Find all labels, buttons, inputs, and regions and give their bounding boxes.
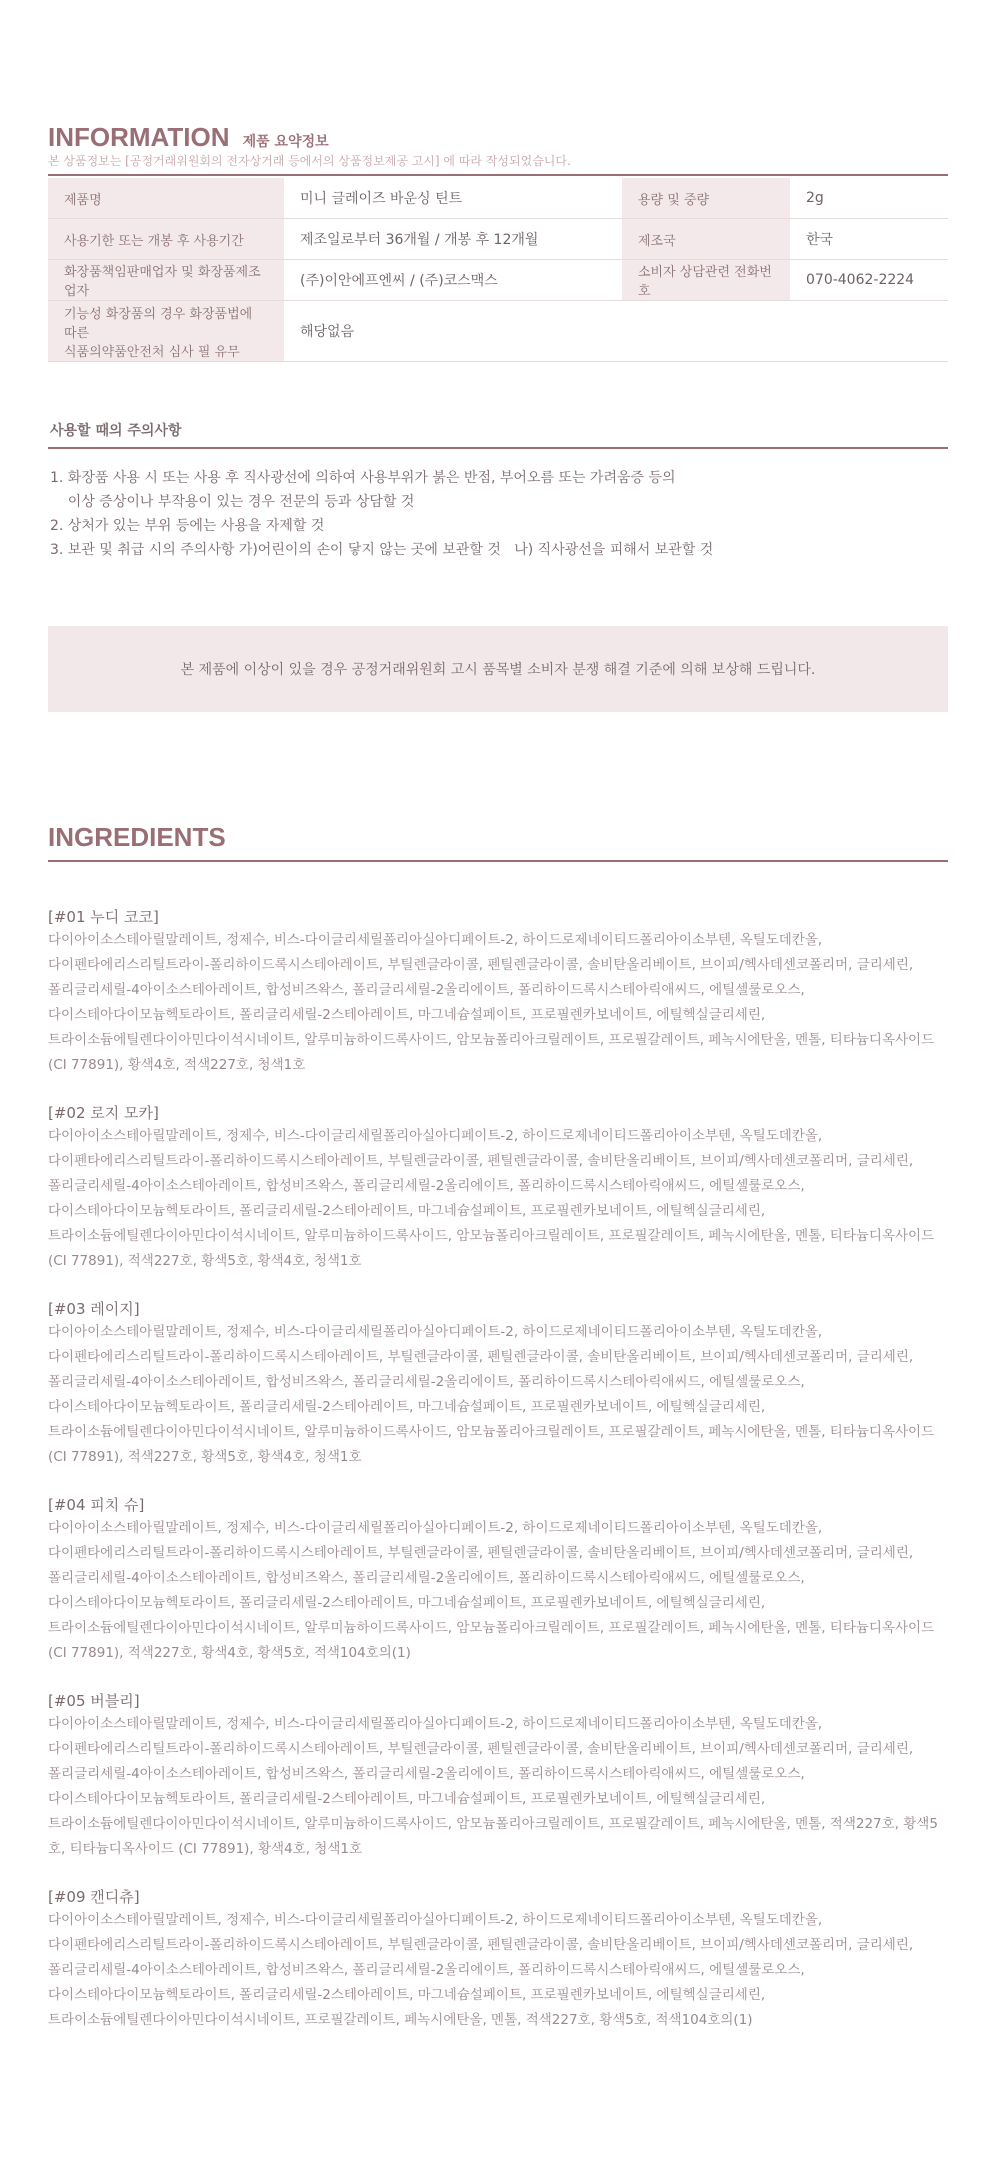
ingredient-block — [48, 906, 948, 1078]
info-value: (주)이안에프엔씨 / (주)코스맥스 — [284, 260, 622, 301]
ingredients-title: INGREDIENTS — [48, 822, 226, 852]
ingredient-line: 다이스테아다이모늄헥토라이트, 폴리글리세릴-2스테아레이트, 마그네슘설페이트, 프로필렌카보네이트, 에틸헥실글리세린, — [48, 1791, 766, 1807]
caution-item: 3. 보관 및 취급 시의 주의사항 가)어린이의 손이 닿지 않는 곳에 보관할 것 나) 직사광선을 피해서 보관할 것 — [50, 542, 714, 558]
ingredient-line: (CI 77891), 적색227호, 황색5호, 황색4호, 청색1호 — [48, 1449, 362, 1465]
ingredient-line: 트라이소듐에틸렌다이아민다이석시네이트, 알루미늄하이드록사이드, 암모늄폴리아크릴레이트, 프로필갈레이트, 페녹시에탄올, 멘톨, 티타늄디옥사이드 — [48, 1032, 935, 1048]
ingredient-line: 다이펜타에리스리틸트라이-폴리하이드록시스테아레이트, 부틸렌글라이콜, 펜틸렌글라이콜, 솔비탄올리베이트, 브이피/헥사데센코폴리머, 글리세린, — [48, 1741, 914, 1757]
ingredient-line: 다이스테아다이모늄헥토라이트, 폴리글리세릴-2스테아레이트, 마그네슘설페이트, 프로필렌카보네이트, 에틸헥실글리세린, — [48, 1203, 766, 1219]
information-divider — [48, 174, 948, 176]
info-value: 제조일로부터 36개월 / 개봉 후 12개월 — [284, 219, 622, 260]
ingredient-shade-name: [#01 누디 코코] — [48, 908, 159, 926]
ingredient-line: 트라이소듐에틸렌다이아민다이석시네이트, 알루미늄하이드록사이드, 암모늄폴리아크릴레이트, 프로필갈레이트, 페녹시에탄올, 멘톨, 티타늄디옥사이드 — [48, 1620, 935, 1636]
ingredient-shade-name: [#05 버블리] — [48, 1692, 140, 1710]
info-label: 사용기한 또는 개봉 후 사용기간 — [48, 219, 284, 260]
table-row — [48, 301, 948, 362]
ingredient-line: 다이스테아다이모늄헥토라이트, 폴리글리세릴-2스테아레이트, 마그네슘설페이트, 프로필렌카보네이트, 에틸헥실글리세린, — [48, 1595, 766, 1611]
ingredient-line: 트라이소듐에틸렌다이아민다이석시네이트, 프로필갈레이트, 페녹시에탄올, 멘톨, 적색227호, 황색5호, 적색104호의(1) — [48, 2012, 753, 2028]
caution-list — [50, 466, 713, 562]
info-value: 070-4062-2224 — [790, 260, 948, 301]
ingredient-line: 다이펜타에리스리틸트라이-폴리하이드록시스테아레이트, 부틸렌글라이콜, 펜틸렌글라이콜, 솔비탄올리베이트, 브이피/헥사데센코폴리머, 글리세린, — [48, 957, 914, 973]
ingredient-line: 다이펜타에리스리틸트라이-폴리하이드록시스테아레이트, 부틸렌글라이콜, 펜틸렌글라이콜, 솔비탄올리베이트, 브이피/헥사데센코폴리머, 글리세린, — [48, 1153, 914, 1169]
ingredient-line: 다이펜타에리스리틸트라이-폴리하이드록시스테아레이트, 부틸렌글라이콜, 펜틸렌글라이콜, 솔비탄올리베이트, 브이피/헥사데센코폴리머, 글리세린, — [48, 1545, 914, 1561]
ingredient-line: 다이아이소스테아릴말레이트, 정제수, 비스-다이글리세릴폴리아실아디페이트-2, 하이드로제네이티드폴리아이소부텐, 옥틸도데칸올, — [48, 1324, 823, 1340]
ingredient-shade-name: [#02 로지 모카] — [48, 1104, 159, 1122]
info-value: 해당없음 — [284, 301, 948, 362]
ingredient-line: (CI 77891), 적색227호, 황색4호, 황색5호, 적색104호의(1) — [48, 1645, 411, 1661]
ingredient-line: 다이아이소스테아릴말레이트, 정제수, 비스-다이글리세릴폴리아실아디페이트-2, 하이드로제네이티드폴리아이소부텐, 옥틸도데칸올, — [48, 1520, 823, 1536]
ingredient-line: 트라이소듐에틸렌다이아민다이석시네이트, 알루미늄하이드록사이드, 암모늄폴리아크릴레이트, 프로필갈레이트, 페녹시에탄올, 멘톨, 적색227호, 황색5 — [48, 1816, 938, 1832]
ingredient-line: 다이스테아다이모늄헥토라이트, 폴리글리세릴-2스테아레이트, 마그네슘설페이트, 프로필렌카보네이트, 에틸헥실글리세린, — [48, 1007, 766, 1023]
caution-divider — [48, 447, 948, 449]
ingredient-line: 폴리글리세릴-4아이소스테아레이트, 합성비즈왁스, 폴리글리세릴-2올리에이트, 폴리하이드록시스테아릭애씨드, 에틸셀룰로오스, — [48, 982, 805, 998]
ingredients-list — [48, 906, 948, 2057]
info-label: 화장품책임판매업자 및 화장품제조업자 — [48, 260, 284, 301]
info-label: 용량 및 중량 — [622, 178, 790, 219]
table-row — [48, 260, 948, 301]
ingredient-line: 호, 티타늄디옥사이드 (CI 77891), 황색4호, 청색1호 — [48, 1841, 363, 1857]
consumer-notice-text: 본 제품에 이상이 있을 경우 공정거래위원회 고시 품목별 소비자 분쟁 해결 기준에 의해 보상해 드립니다. — [180, 662, 816, 678]
information-table — [48, 178, 948, 362]
info-label: 소비자 상담관련 전화번호 — [622, 260, 790, 301]
information-header — [48, 122, 948, 153]
ingredient-line: 다이펜타에리스리틸트라이-폴리하이드록시스테아레이트, 부틸렌글라이콜, 펜틸렌글라이콜, 솔비탄올리베이트, 브이피/헥사데센코폴리머, 글리세린, — [48, 1349, 914, 1365]
information-title: INFORMATION — [48, 122, 230, 152]
ingredient-block — [48, 1298, 948, 1470]
info-value: 한국 — [790, 219, 948, 260]
ingredient-line: 다이펜타에리스리틸트라이-폴리하이드록시스테아레이트, 부틸렌글라이콜, 펜틸렌글라이콜, 솔비탄올리베이트, 브이피/헥사데센코폴리머, 글리세린, — [48, 1937, 914, 1953]
ingredient-line: 트라이소듐에틸렌다이아민다이석시네이트, 알루미늄하이드록사이드, 암모늄폴리아크릴레이트, 프로필갈레이트, 페녹시에탄올, 멘톨, 티타늄디옥사이드 — [48, 1228, 935, 1244]
ingredient-shade-name: [#04 피치 슈] — [48, 1496, 145, 1514]
ingredient-shade-name: [#03 레이지] — [48, 1300, 140, 1318]
caution-item: 2. 상처가 있는 부위 등에는 사용을 자제할 것 — [50, 518, 325, 534]
ingredient-block — [48, 1886, 948, 2033]
ingredient-line: 다이아이소스테아릴말레이트, 정제수, 비스-다이글리세릴폴리아실아디페이트-2, 하이드로제네이티드폴리아이소부텐, 옥틸도데칸올, — [48, 1128, 823, 1144]
ingredient-block — [48, 1494, 948, 1666]
info-label: 기능성 화장품의 경우 화장품법에 따른 식품의약품안전처 심사 필 유무 — [48, 301, 284, 362]
info-label: 제조국 — [622, 219, 790, 260]
information-subtitle: 제품 요약정보 — [242, 134, 329, 150]
ingredient-line: 폴리글리세릴-4아이소스테아레이트, 합성비즈왁스, 폴리글리세릴-2올리에이트, 폴리하이드록시스테아릭애씨드, 에틸셀룰로오스, — [48, 1178, 805, 1194]
ingredient-block — [48, 1102, 948, 1274]
ingredient-line: 트라이소듐에틸렌다이아민다이석시네이트, 알루미늄하이드록사이드, 암모늄폴리아크릴레이트, 프로필갈레이트, 페녹시에탄올, 멘톨, 티타늄디옥사이드 — [48, 1424, 935, 1440]
ingredient-line: (CI 77891), 황색4호, 적색227호, 청색1호 — [48, 1057, 306, 1073]
ingredient-line: 다이아이소스테아릴말레이트, 정제수, 비스-다이글리세릴폴리아실아디페이트-2, 하이드로제네이티드폴리아이소부텐, 옥틸도데칸올, — [48, 1912, 823, 1928]
ingredient-line: 폴리글리세릴-4아이소스테아레이트, 합성비즈왁스, 폴리글리세릴-2올리에이트, 폴리하이드록시스테아릭애씨드, 에틸셀룰로오스, — [48, 1962, 805, 1978]
table-row — [48, 178, 948, 219]
information-note: 본 상품정보는 [공정거래위원회의 전자상거래 등에서의 상품정보제공 고시] 에 따라 작성되었습니다. — [48, 154, 571, 168]
info-value: 2g — [790, 178, 948, 219]
caution-item: 1. 화장품 사용 시 또는 사용 후 직사광선에 의하여 사용부위가 붉은 반점, 부어오름 또는 가려움증 등의 — [50, 470, 676, 486]
ingredient-line: 다이스테아다이모늄헥토라이트, 폴리글리세릴-2스테아레이트, 마그네슘설페이트, 프로필렌카보네이트, 에틸헥실글리세린, — [48, 1399, 766, 1415]
info-label: 제품명 — [48, 178, 284, 219]
ingredient-line: 폴리글리세릴-4아이소스테아레이트, 합성비즈왁스, 폴리글리세릴-2올리에이트, 폴리하이드록시스테아릭애씨드, 에틸셀룰로오스, — [48, 1766, 805, 1782]
caution-item: 이상 증상이나 부작용이 있는 경우 전문의 등과 상담할 것 — [50, 494, 415, 510]
ingredient-line: 폴리글리세릴-4아이소스테아레이트, 합성비즈왁스, 폴리글리세릴-2올리에이트, 폴리하이드록시스테아릭애씨드, 에틸셀룰로오스, — [48, 1374, 805, 1390]
ingredient-line: 다이스테아다이모늄헥토라이트, 폴리글리세릴-2스테아레이트, 마그네슘설페이트, 프로필렌카보네이트, 에틸헥실글리세린, — [48, 1987, 766, 2003]
consumer-notice-box — [48, 626, 948, 712]
ingredient-block — [48, 1690, 948, 1862]
ingredient-line: (CI 77891), 적색227호, 황색5호, 황색4호, 청색1호 — [48, 1253, 362, 1269]
info-value: 미니 글레이즈 바운싱 틴트 — [284, 178, 622, 219]
caution-title: 사용할 때의 주의사항 — [50, 423, 182, 439]
ingredient-shade-name: [#09 캔디츄] — [48, 1888, 140, 1906]
table-row — [48, 219, 948, 260]
ingredient-line: 다이아이소스테아릴말레이트, 정제수, 비스-다이글리세릴폴리아실아디페이트-2, 하이드로제네이티드폴리아이소부텐, 옥틸도데칸올, — [48, 1716, 823, 1732]
ingredient-line: 다이아이소스테아릴말레이트, 정제수, 비스-다이글리세릴폴리아실아디페이트-2, 하이드로제네이티드폴리아이소부텐, 옥틸도데칸올, — [48, 932, 823, 948]
ingredient-line: 폴리글리세릴-4아이소스테아레이트, 합성비즈왁스, 폴리글리세릴-2올리에이트, 폴리하이드록시스테아릭애씨드, 에틸셀룰로오스, — [48, 1570, 805, 1586]
ingredients-divider — [48, 860, 948, 862]
